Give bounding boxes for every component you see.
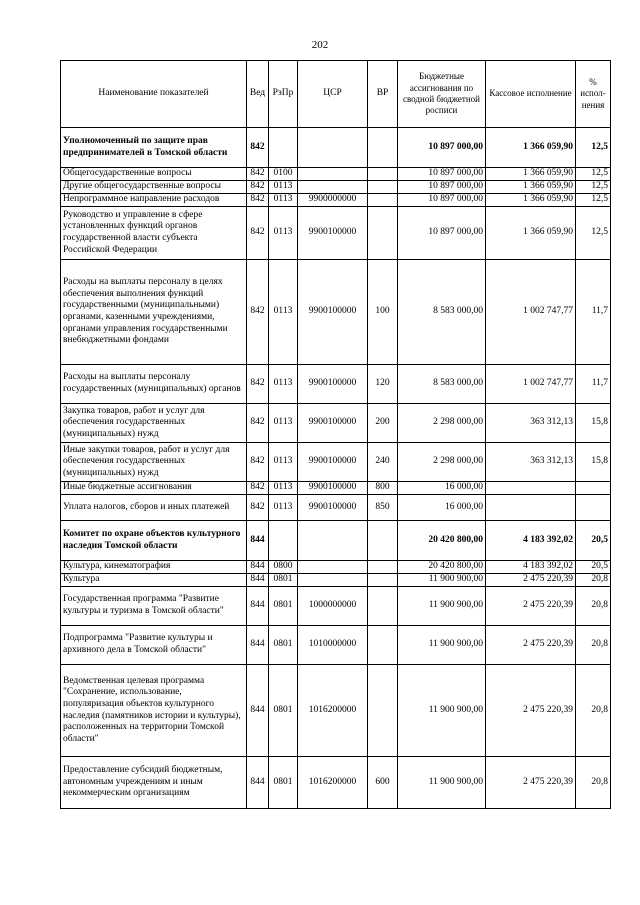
- cell-budget: 11 900 900,00: [398, 587, 486, 626]
- cell-budget: 10 897 000,00: [398, 181, 486, 194]
- cell-vr: [368, 587, 398, 626]
- cell-vr: [368, 207, 398, 260]
- cell-kassa: 1 366 059,90: [486, 207, 576, 260]
- header-ved: Вед: [247, 61, 269, 128]
- header-pct: % испол-нения: [576, 61, 611, 128]
- cell-rzpr: 0113: [269, 443, 298, 482]
- cell-vr: [368, 626, 398, 665]
- cell-pct: 11,7: [576, 260, 611, 365]
- table-row: [61, 757, 611, 809]
- cell-vr: [368, 574, 398, 587]
- table-row: [61, 574, 611, 587]
- cell-csr: [298, 574, 368, 587]
- cell-vr: [368, 181, 398, 194]
- cell-ved: 844: [247, 757, 269, 809]
- cell-name: Уплата налогов, сборов и иных платежей: [61, 495, 247, 521]
- table-row: [61, 404, 611, 443]
- table-row: [61, 260, 611, 365]
- cell-kassa: 1 366 059,90: [486, 181, 576, 194]
- cell-csr: [298, 521, 368, 561]
- cell-name: Комитет по охране объектов культурного наследия Томской области: [61, 521, 247, 561]
- cell-budget: 11 900 900,00: [398, 665, 486, 757]
- cell-name: Руководство и управление в сфере установленных функций органов государственной власти субъекта Российской Федерации: [61, 207, 247, 260]
- cell-name: Иные бюджетные ассигнования: [61, 482, 247, 495]
- table-row: [61, 561, 611, 574]
- cell-budget: 16 000,00: [398, 495, 486, 521]
- cell-vr: [368, 128, 398, 168]
- table-row: [61, 443, 611, 482]
- cell-ved: 844: [247, 574, 269, 587]
- cell-vr: [368, 665, 398, 757]
- cell-pct: 20,5: [576, 561, 611, 574]
- cell-name: Расходы на выплаты персоналу в целях обеспечения выполнения функций государственными (муниципальными) органами, казенными учреждениями, органами управления государственными внебюджетными фондами: [61, 260, 247, 365]
- cell-name: Иные закупки товаров, работ и услуг для обеспечения государственных (муниципальных) нужд: [61, 443, 247, 482]
- cell-rzpr: 0801: [269, 587, 298, 626]
- cell-csr: 1000000000: [298, 587, 368, 626]
- cell-budget: 2 298 000,00: [398, 404, 486, 443]
- cell-rzpr: 0113: [269, 482, 298, 495]
- budget-table: [60, 60, 611, 809]
- cell-budget: 11 900 900,00: [398, 757, 486, 809]
- cell-ved: 844: [247, 521, 269, 561]
- cell-pct: 20,5: [576, 521, 611, 561]
- cell-rzpr: 0113: [269, 194, 298, 207]
- cell-pct: 15,8: [576, 404, 611, 443]
- cell-pct: 12,5: [576, 168, 611, 181]
- cell-pct: 20,8: [576, 757, 611, 809]
- cell-csr: 9900100000: [298, 365, 368, 404]
- cell-ved: 844: [247, 626, 269, 665]
- cell-name: Культура, кинематография: [61, 561, 247, 574]
- cell-pct: 11,7: [576, 365, 611, 404]
- cell-csr: [298, 168, 368, 181]
- cell-rzpr: [269, 128, 298, 168]
- cell-csr: 9900100000: [298, 495, 368, 521]
- cell-name: Непрограммное направление расходов: [61, 194, 247, 207]
- cell-pct: 20,8: [576, 665, 611, 757]
- page-number: 202: [311, 39, 329, 51]
- cell-vr: [368, 168, 398, 181]
- table-row: [61, 587, 611, 626]
- cell-name: Другие общегосударственные вопросы: [61, 181, 247, 194]
- cell-csr: 1016200000: [298, 757, 368, 809]
- table-row: [61, 207, 611, 260]
- header-vr: ВР: [368, 61, 398, 128]
- cell-rzpr: [269, 521, 298, 561]
- table-row: [61, 128, 611, 168]
- cell-name: Государственная программа "Развитие культуры и туризма в Томской области": [61, 587, 247, 626]
- cell-kassa: 363 312,13: [486, 443, 576, 482]
- cell-pct: 20,8: [576, 574, 611, 587]
- cell-name: Общегосударственные вопросы: [61, 168, 247, 181]
- cell-csr: 9900100000: [298, 207, 368, 260]
- header-csr: ЦСР: [298, 61, 368, 128]
- cell-csr: 1016200000: [298, 665, 368, 757]
- cell-kassa: 1 002 747,77: [486, 260, 576, 365]
- cell-rzpr: 0113: [269, 404, 298, 443]
- cell-ved: 842: [247, 168, 269, 181]
- cell-pct: [576, 495, 611, 521]
- cell-name: Культура: [61, 574, 247, 587]
- cell-rzpr: 0100: [269, 168, 298, 181]
- cell-kassa: [486, 482, 576, 495]
- cell-kassa: 1 366 059,90: [486, 168, 576, 181]
- cell-vr: 600: [368, 757, 398, 809]
- cell-name: Ведомственная целевая программа "Сохранение, использование, популяризация объектов культурного наследия (памятников истории и культуры), расположенных на территории Томской области": [61, 665, 247, 757]
- cell-pct: 20,8: [576, 587, 611, 626]
- cell-ved: 842: [247, 404, 269, 443]
- cell-vr: 100: [368, 260, 398, 365]
- cell-budget: 10 897 000,00: [398, 194, 486, 207]
- cell-name: Закупка товаров, работ и услуг для обеспечения государственных (муниципальных) нужд: [61, 404, 247, 443]
- cell-vr: [368, 521, 398, 561]
- cell-rzpr: 0800: [269, 561, 298, 574]
- cell-csr: 9900100000: [298, 404, 368, 443]
- cell-csr: [298, 181, 368, 194]
- table-row: [61, 168, 611, 181]
- cell-rzpr: 0113: [269, 260, 298, 365]
- cell-kassa: 2 475 220,39: [486, 626, 576, 665]
- cell-csr: 9900000000: [298, 194, 368, 207]
- cell-ved: 842: [247, 443, 269, 482]
- table-row: [61, 181, 611, 194]
- cell-kassa: 363 312,13: [486, 404, 576, 443]
- cell-kassa: 2 475 220,39: [486, 574, 576, 587]
- cell-ved: 842: [247, 181, 269, 194]
- cell-rzpr: 0801: [269, 626, 298, 665]
- cell-budget: 10 897 000,00: [398, 207, 486, 260]
- cell-budget: 16 000,00: [398, 482, 486, 495]
- cell-budget: 10 897 000,00: [398, 128, 486, 168]
- table-row: [61, 521, 611, 561]
- cell-vr: 800: [368, 482, 398, 495]
- cell-pct: 20,8: [576, 626, 611, 665]
- cell-pct: 12,5: [576, 181, 611, 194]
- cell-csr: [298, 128, 368, 168]
- cell-ved: 842: [247, 128, 269, 168]
- table-row: [61, 482, 611, 495]
- cell-vr: [368, 194, 398, 207]
- table-row: [61, 665, 611, 757]
- cell-ved: 844: [247, 587, 269, 626]
- cell-pct: 12,5: [576, 194, 611, 207]
- cell-budget: 8 583 000,00: [398, 260, 486, 365]
- table-row: [61, 495, 611, 521]
- cell-kassa: 2 475 220,39: [486, 587, 576, 626]
- cell-kassa: 2 475 220,39: [486, 665, 576, 757]
- cell-name: Расходы на выплаты персоналу государственных (муниципальных) органов: [61, 365, 247, 404]
- header-rzpr: РзПр: [269, 61, 298, 128]
- header-name: Наименование показателей: [61, 61, 247, 128]
- cell-vr: [368, 561, 398, 574]
- table-header-row: [61, 61, 611, 128]
- cell-rzpr: 0801: [269, 574, 298, 587]
- table-row: [61, 194, 611, 207]
- cell-budget: 20 420 800,00: [398, 561, 486, 574]
- cell-csr: [298, 561, 368, 574]
- header-budget: Бюджетные ассигнования по сводной бюджетной росписи: [398, 61, 486, 128]
- cell-pct: 12,5: [576, 128, 611, 168]
- cell-budget: 20 420 800,00: [398, 521, 486, 561]
- cell-rzpr: 0801: [269, 757, 298, 809]
- cell-ved: 842: [247, 495, 269, 521]
- cell-name: Уполномоченный по защите прав предпринимателей в Томской области: [61, 128, 247, 168]
- cell-budget: 10 897 000,00: [398, 168, 486, 181]
- cell-vr: 850: [368, 495, 398, 521]
- cell-pct: 15,8: [576, 443, 611, 482]
- cell-ved: 842: [247, 482, 269, 495]
- cell-rzpr: 0801: [269, 665, 298, 757]
- cell-kassa: 4 183 392,02: [486, 561, 576, 574]
- cell-ved: 842: [247, 207, 269, 260]
- table-row: [61, 626, 611, 665]
- cell-kassa: 4 183 392,02: [486, 521, 576, 561]
- cell-csr: 9900100000: [298, 443, 368, 482]
- cell-ved: 842: [247, 260, 269, 365]
- cell-budget: 2 298 000,00: [398, 443, 486, 482]
- cell-vr: 120: [368, 365, 398, 404]
- cell-budget: 11 900 900,00: [398, 626, 486, 665]
- cell-kassa: [486, 495, 576, 521]
- cell-ved: 844: [247, 561, 269, 574]
- cell-budget: 8 583 000,00: [398, 365, 486, 404]
- cell-rzpr: 0113: [269, 181, 298, 194]
- cell-rzpr: 0113: [269, 495, 298, 521]
- cell-pct: [576, 482, 611, 495]
- cell-vr: 200: [368, 404, 398, 443]
- cell-pct: 12,5: [576, 207, 611, 260]
- cell-name: Подпрограмма "Развитие культуры и архивного дела в Томской области": [61, 626, 247, 665]
- cell-csr: 9900100000: [298, 482, 368, 495]
- table-row: [61, 365, 611, 404]
- cell-kassa: 2 475 220,39: [486, 757, 576, 809]
- cell-csr: 1010000000: [298, 626, 368, 665]
- cell-kassa: 1 366 059,90: [486, 128, 576, 168]
- cell-ved: 844: [247, 665, 269, 757]
- cell-kassa: 1 366 059,90: [486, 194, 576, 207]
- cell-rzpr: 0113: [269, 365, 298, 404]
- cell-rzpr: 0113: [269, 207, 298, 260]
- cell-ved: 842: [247, 194, 269, 207]
- cell-budget: 11 900 900,00: [398, 574, 486, 587]
- cell-vr: 240: [368, 443, 398, 482]
- cell-name: Предоставление субсидий бюджетным, автономным учреждениям и иным некоммерческим организациям: [61, 757, 247, 809]
- cell-kassa: 1 002 747,77: [486, 365, 576, 404]
- cell-ved: 842: [247, 365, 269, 404]
- header-kassa: Кассовое исполнение: [486, 61, 576, 128]
- cell-csr: 9900100000: [298, 260, 368, 365]
